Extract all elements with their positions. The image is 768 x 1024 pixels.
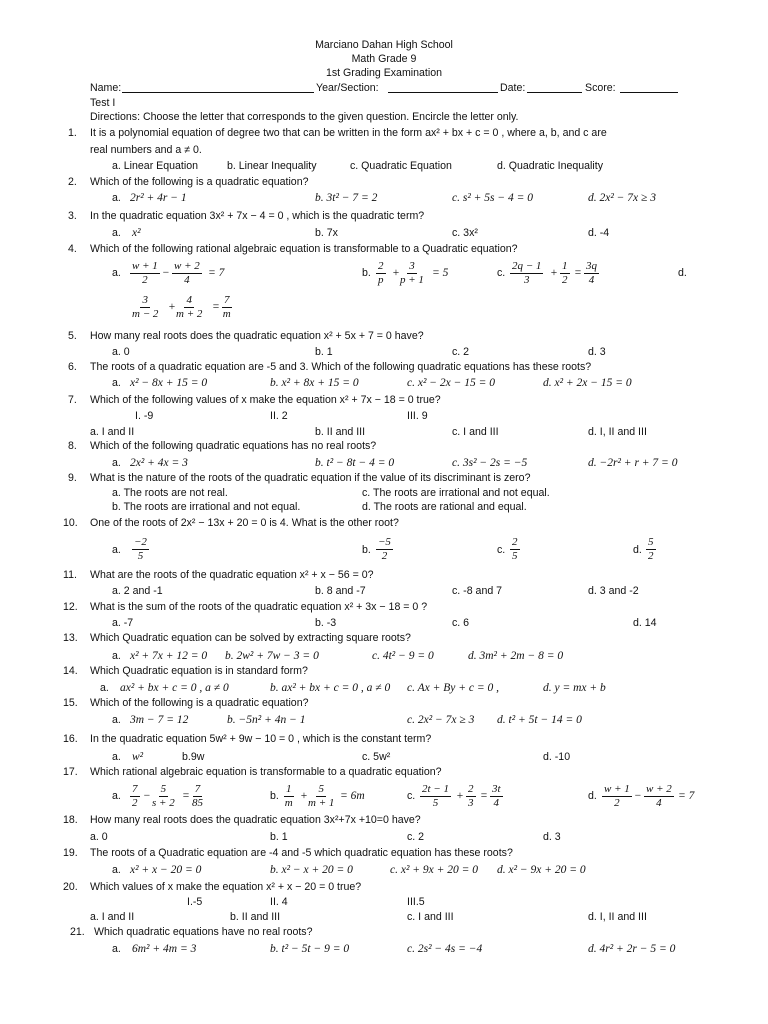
fraction: 1 2	[562, 260, 568, 286]
choice-a-label[interactable]: a.	[112, 267, 121, 279]
equals-seven: = 7	[678, 790, 695, 802]
option-iii: III. 9	[407, 410, 428, 422]
question-text: Which quadratic equations have no real roots?	[94, 926, 313, 938]
equals-sign: =	[212, 301, 220, 313]
choice-a[interactable]: a. I and II	[90, 911, 135, 923]
school-name: Marciano Dahan High School	[315, 39, 453, 51]
question-13	[0, 633, 768, 646]
minus-sign: −	[162, 267, 170, 279]
question-text: Which values of x make the equation x² + x − 20 = 0 true?	[90, 881, 362, 893]
choice-c-label[interactable]: c.	[497, 544, 506, 556]
choice-a-label[interactable]: a.	[112, 227, 121, 239]
question-number: 1.	[68, 127, 77, 139]
plus-sign: +	[300, 790, 308, 802]
fraction: 3t 4	[492, 783, 501, 809]
question-4	[0, 244, 768, 257]
question-text: The roots of a Quadratic equation are -4 and -5 which quadratic equation has these roots?	[90, 847, 513, 859]
test-title: Test I	[90, 97, 116, 109]
choice-b[interactable]: b. t² − 8t − 4 = 0	[315, 457, 395, 469]
choice-a[interactable]: x²	[132, 227, 141, 239]
fraction: w + 2 4	[646, 783, 672, 809]
question-6	[0, 362, 768, 375]
choice-b[interactable]: b. 2w² + 7w − 3 = 0	[225, 650, 319, 662]
question-18	[0, 815, 768, 828]
fraction: 2q − 1 3	[512, 260, 542, 286]
fraction: 7 2	[132, 783, 138, 809]
choice-c[interactable]: c. 2	[407, 831, 425, 843]
choice-a[interactable]: a. 0	[90, 831, 108, 843]
question-number: 5.	[68, 330, 77, 342]
student-info-row	[0, 83, 768, 96]
choice-b-label[interactable]: b.	[362, 267, 371, 279]
equals-sign: =	[182, 790, 190, 802]
question-number: 20.	[63, 881, 78, 893]
name-field[interactable]	[122, 92, 314, 93]
choice-c[interactable]: c. s² + 5s − 4 = 0	[452, 192, 534, 204]
choice-d[interactable]: d. -4	[588, 227, 610, 239]
choice-a[interactable]: w²	[132, 751, 144, 763]
question-5	[0, 331, 768, 344]
choice-b[interactable]: b. t² − 5t − 9 = 0	[270, 943, 350, 955]
choice-d[interactable]: d. The roots are rational and equal.	[362, 501, 527, 513]
choice-d-label[interactable]: d.	[678, 267, 687, 279]
choice-a-label[interactable]: a.	[112, 457, 121, 469]
choice-c[interactable]: c. 3s² − 2s = −5	[452, 457, 528, 469]
choice-b[interactable]: b. 1	[270, 831, 288, 843]
choice-c[interactable]: c. Quadratic Equation	[350, 160, 452, 172]
choice-a-label[interactable]: a.	[112, 864, 121, 876]
fraction: w + 2 4	[174, 260, 200, 286]
question-7	[0, 395, 768, 408]
question-number: 16.	[63, 733, 78, 745]
question-9	[0, 473, 768, 486]
question-11	[0, 570, 768, 583]
question-17	[0, 767, 768, 780]
date-label: Date:	[500, 82, 526, 94]
fraction: −2 5	[134, 536, 147, 562]
question-number: 9.	[68, 472, 77, 484]
question-3	[0, 211, 768, 224]
choice-a[interactable]: 2x² + 4x = 3	[130, 457, 188, 469]
question-number: 7.	[68, 394, 77, 406]
plus-sign: +	[550, 267, 558, 279]
question-text: How many real roots does the quadratic equation 3x²+7x +10=0 have?	[90, 814, 421, 826]
choice-a-label[interactable]: a.	[112, 790, 121, 802]
choice-a[interactable]: a. 0	[112, 346, 130, 358]
question-16	[0, 734, 768, 747]
choice-b-label[interactable]: b.	[362, 544, 371, 556]
option-ii: II. 2	[270, 410, 288, 422]
fraction: 1 m	[284, 783, 293, 809]
choice-a[interactable]: x² + x − 20 = 0	[130, 864, 202, 876]
question-number: 19.	[63, 847, 78, 859]
question-number: 12.	[63, 601, 78, 613]
fraction: 7 85	[192, 783, 203, 809]
choice-b[interactable]: b. II and III	[230, 911, 281, 923]
plus-sign: +	[168, 301, 176, 313]
choice-c[interactable]: c. The roots are irrational and not equal.	[362, 487, 550, 499]
choice-d[interactable]: d. 14	[633, 617, 657, 629]
fraction: 5 m + 1	[308, 783, 335, 809]
choice-c[interactable]: c. 2x² − 7x ≥ 3	[407, 714, 475, 726]
question-text: Which of the following rational algebraic equation is transformable to a Quadratic equation?	[90, 243, 518, 255]
fraction: 7 m	[222, 294, 231, 320]
choice-a-label[interactable]: a.	[112, 192, 121, 204]
question-text: Which rational algebraic equation is transformable to a quadratic equation?	[90, 766, 442, 778]
choice-a[interactable]: 6m² + 4m = 3	[132, 943, 197, 955]
question-number: 15.	[63, 697, 78, 709]
question-21	[0, 927, 768, 940]
question-text: Which of the following is a quadratic equation?	[90, 697, 309, 709]
question-number: 4.	[68, 243, 77, 255]
choice-c[interactable]: c. -8 and 7	[452, 585, 503, 597]
fraction: 4 m + 2	[176, 294, 203, 320]
grade-title: Math Grade 9	[351, 53, 417, 65]
choice-b[interactable]: b. 7x	[315, 227, 338, 239]
choice-a[interactable]: x² + 7x + 12 = 0	[130, 650, 208, 662]
choice-a-label[interactable]: a.	[112, 943, 121, 955]
choice-c[interactable]: c. 4t² − 9 = 0	[372, 650, 434, 662]
question-number: 11.	[63, 569, 77, 581]
choice-c[interactable]: c. x² − 2x − 15 = 0	[407, 377, 496, 389]
question-text: Which of the following is a quadratic equation?	[90, 176, 309, 188]
choice-d[interactable]: d. 2x² − 7x ≥ 3	[588, 192, 656, 204]
date-field[interactable]	[527, 92, 582, 93]
fraction: 3 m − 2	[132, 294, 159, 320]
choice-d[interactable]: d. 4r² + 2r − 5 = 0	[588, 943, 676, 955]
choice-b[interactable]: b. ax² + bx + c = 0 , a ≠ 0	[270, 682, 391, 694]
exam-title: 1st Grading Examination	[325, 67, 442, 79]
fraction: 2 3	[468, 783, 474, 809]
choice-b[interactable]: b. 1	[315, 346, 333, 358]
question-text: Which of the following values of x make the equation x² + 7x − 18 = 0 true?	[90, 394, 441, 406]
question-text: What is the sum of the roots of the quadratic equation x² + 3x − 18 = 0 ?	[90, 601, 428, 613]
choice-c[interactable]: c. Ax + By + c = 0 ,	[407, 682, 500, 694]
question-8	[0, 441, 768, 454]
fraction: 3 p + 1	[400, 260, 424, 286]
choice-a[interactable]: 3m − 7 = 12	[130, 714, 189, 726]
fraction: −5 2	[378, 536, 391, 562]
choice-d[interactable]: d. y = mx + b	[543, 682, 606, 694]
question-text: The roots of a quadratic equation are -5 and 3. Which of the following quadratic equations has these roots?	[90, 361, 592, 373]
question-number: 18.	[63, 814, 78, 826]
equals-sign: =	[480, 790, 488, 802]
choice-d[interactable]: d. x² + 2x − 15 = 0	[543, 377, 632, 389]
equals-sign: =	[574, 267, 582, 279]
question-number: 8.	[68, 440, 77, 452]
option-ii: II. 4	[270, 896, 288, 908]
equals-five: = 5	[432, 267, 449, 279]
choice-d[interactable]: d. Quadratic Inequality	[497, 160, 603, 172]
choice-b[interactable]: b. 3t² − 7 = 2	[315, 192, 378, 204]
choice-c[interactable]: c. I and III	[452, 426, 499, 438]
choice-b[interactable]: b. -3	[315, 617, 337, 629]
choice-c[interactable]: c. 2	[452, 346, 470, 358]
plus-sign: +	[392, 267, 400, 279]
fraction: 3q 4	[586, 260, 597, 286]
choice-d-label[interactable]: d.	[588, 790, 597, 802]
choice-b-label[interactable]: b.	[270, 790, 279, 802]
choice-c-label[interactable]: c.	[497, 267, 506, 279]
choice-d[interactable]: d. 3	[588, 346, 606, 358]
choice-b[interactable]: b. II and III	[315, 426, 366, 438]
choice-a[interactable]: x² − 8x + 15 = 0	[130, 377, 208, 389]
question-14	[0, 666, 768, 679]
fraction: 2 5	[512, 536, 518, 562]
choice-d[interactable]: d. x² − 9x + 20 = 0	[497, 864, 586, 876]
fraction: 2 p	[378, 260, 384, 286]
choice-c[interactable]: c. x² + 9x + 20 = 0	[390, 864, 479, 876]
choice-c[interactable]: c. I and III	[407, 911, 454, 923]
question-text: How many real roots does the quadratic equation x² + 5x + 7 = 0 have?	[90, 330, 424, 342]
question-text-cont: real numbers and a ≠ 0.	[90, 144, 202, 156]
score-label: Score:	[585, 82, 616, 94]
choice-d[interactable]: d. −2r² + r + 7 = 0	[588, 457, 678, 469]
choice-c[interactable]: c. 5w²	[362, 751, 391, 763]
choice-c-label[interactable]: c.	[407, 790, 416, 802]
choice-a-label[interactable]: a.	[112, 714, 121, 726]
question-12	[0, 602, 768, 615]
choice-c[interactable]: c. 3x²	[452, 227, 478, 239]
choice-b[interactable]: b. x² + 8x + 15 = 0	[270, 377, 359, 389]
plus-sign: +	[456, 790, 464, 802]
question-10	[0, 518, 768, 531]
choice-b[interactable]: b. 8 and -7	[315, 585, 366, 597]
question-19	[0, 848, 768, 861]
question-text: What is the nature of the roots of the quadratic equation if the value of its discriminant is zero?	[90, 472, 531, 484]
choice-b[interactable]: b. Linear Inequality	[227, 160, 317, 172]
choice-a[interactable]: a. I and II	[90, 426, 135, 438]
question-2	[0, 177, 768, 190]
question-number: 6.	[68, 361, 77, 373]
choice-d[interactable]: d. I, II and III	[588, 426, 647, 438]
question-text: In the quadratic equation 5w² + 9w − 10 = 0 , which is the constant term?	[90, 733, 432, 745]
choice-b[interactable]: b.9w	[182, 751, 205, 763]
choice-d[interactable]: d. 3m² + 2m − 8 = 0	[468, 650, 564, 662]
question-text: What are the roots of the quadratic equation x² + x − 56 = 0?	[90, 569, 374, 581]
question-number: 17.	[63, 766, 78, 778]
question-text: Which Quadratic equation can be solved by extracting square roots?	[90, 632, 411, 644]
option-i: I.-5	[187, 896, 203, 908]
question-20	[0, 882, 768, 895]
fraction: 5 s + 2	[152, 783, 175, 809]
choice-a[interactable]: ax² + bx + c = 0 , a ≠ 0	[120, 682, 229, 694]
option-i: I. -9	[135, 410, 154, 422]
choice-a[interactable]: a. -7	[112, 617, 134, 629]
question-number: 14.	[63, 665, 78, 677]
question-text: Which Quadratic equation is in standard form?	[90, 665, 308, 677]
question-number: 13.	[63, 632, 78, 644]
question-text: It is a polynomial equation of degree two that can be written in the form ax² + bx + c = 0 , where a, b, and c are	[90, 127, 607, 139]
minus-sign: −	[634, 790, 642, 802]
choice-a[interactable]: a. Linear Equation	[112, 160, 198, 172]
fraction: 5 2	[648, 536, 654, 562]
option-iii: III.5	[407, 896, 425, 908]
choice-d[interactable]: d. 3 and -2	[588, 585, 639, 597]
choice-b[interactable]: b. The roots are irrational and not equal.	[112, 501, 301, 513]
question-1	[0, 128, 768, 141]
fraction: 2t − 1 5	[422, 783, 449, 809]
fraction: w + 1 2	[604, 783, 630, 809]
choice-a[interactable]: a. 2 and -1	[112, 585, 163, 597]
year-section-field[interactable]	[388, 92, 498, 93]
choice-b[interactable]: b. −5n² + 4n − 1	[227, 714, 306, 726]
choice-d[interactable]: d. t² + 5t − 14 = 0	[497, 714, 582, 726]
choice-d[interactable]: d. I, II and III	[588, 911, 647, 923]
choice-c[interactable]: c. 2s² − 4s = −4	[407, 943, 483, 955]
question-number: 3.	[68, 210, 77, 222]
equals-seven: = 7	[208, 267, 225, 279]
score-field[interactable]	[620, 92, 678, 93]
name-label: Name:	[90, 82, 122, 94]
choice-c[interactable]: c. 6	[452, 617, 470, 629]
choice-d[interactable]: d. 3	[543, 831, 561, 843]
question-15	[0, 698, 768, 711]
choice-b[interactable]: b. x² − x + 20 = 0	[270, 864, 353, 876]
question-text: In the quadratic equation 3x² + 7x − 4 = 0 , which is the quadratic term?	[90, 210, 425, 222]
choice-a-label[interactable]: a.	[112, 751, 121, 763]
choice-d-label[interactable]: d.	[633, 544, 642, 556]
question-text: Which of the following quadratic equations has no real roots?	[90, 440, 377, 452]
question-number: 10.	[63, 517, 78, 529]
minus-sign: −	[143, 790, 151, 802]
question-number: 2.	[68, 176, 77, 188]
choice-a-label[interactable]: a.	[100, 682, 109, 694]
choice-a-label[interactable]: a.	[112, 377, 121, 389]
choice-a-label[interactable]: a.	[112, 650, 121, 662]
question-text: One of the roots of 2x² − 13x + 20 = 0 is 4. What is the other root?	[90, 517, 399, 529]
equals-six-m: = 6m	[340, 790, 365, 802]
question-number: 21.	[70, 926, 85, 938]
choice-d[interactable]: d. -10	[543, 751, 571, 763]
choice-a-label[interactable]: a.	[112, 544, 121, 556]
directions: Directions: Choose the letter that corresponds to the given question. Encircle the letter only.	[90, 111, 519, 123]
choice-a[interactable]: 2r² + 4r − 1	[130, 192, 187, 204]
fraction: w + 1 2	[132, 260, 158, 286]
year-section-label: Year/Section:	[316, 82, 379, 94]
choice-a[interactable]: a. The roots are not real.	[112, 487, 228, 499]
